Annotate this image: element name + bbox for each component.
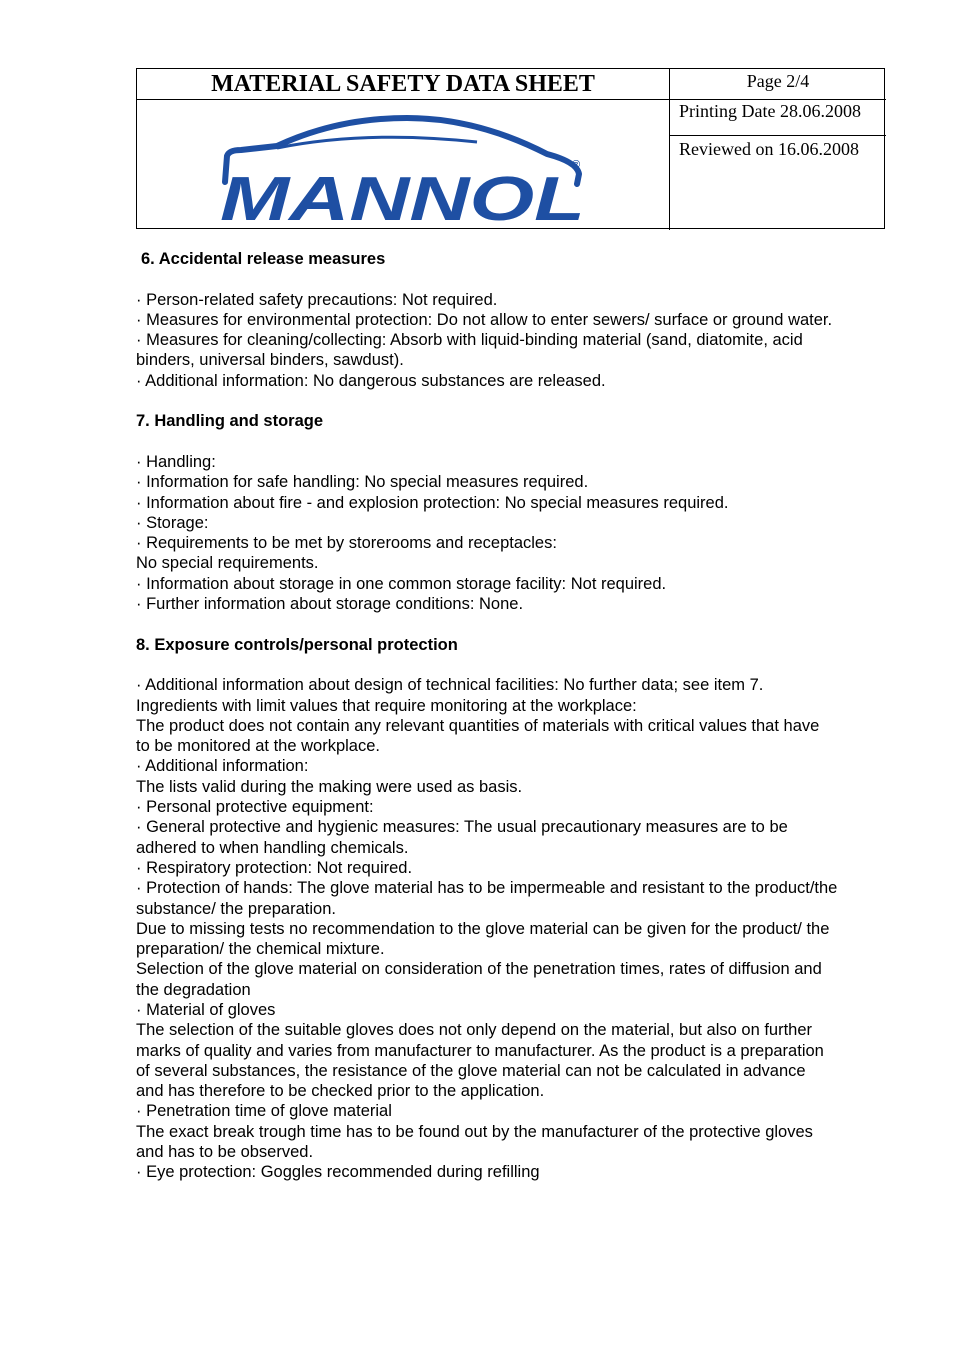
section-7-title: 7. Handling and storage — [136, 412, 324, 431]
section-8-body — [136, 675, 896, 1182]
document-title: MATERIAL SAFETY DATA SHEET — [137, 69, 670, 100]
section-7-line: · Requirements to be met by storerooms and receptacles: — [136, 534, 557, 553]
section-7-line: · Further information about storage conditions: None. — [136, 595, 524, 614]
section-7-line: · Information for safe handling: No special measures required. — [136, 473, 589, 492]
document-header — [136, 68, 885, 229]
section-8-line: preparation/ the chemical mixture. — [136, 940, 385, 959]
section-8-line: · Respiratory protection: Not required. — [136, 858, 413, 877]
svg-text:®: ® — [572, 159, 581, 171]
section-8-line: and has therefore to be checked prior to the application. — [136, 1082, 545, 1101]
logo-wordmark: MANNOL — [220, 165, 585, 222]
section-8-line: The exact break trough time has to be found out by the manufacturer of the protective gloves — [136, 1122, 813, 1141]
brand-logo — [137, 100, 670, 230]
section-8-line: · General protective and hygienic measures: The usual precautionary measures are to be — [136, 818, 788, 837]
mannol-logo-icon — [217, 112, 607, 222]
section-8-line: The selection of the suitable gloves does not only depend on the material, but also on further — [136, 1021, 813, 1040]
section-8-line: of several substances, the resistance of the glove material can not be calculated in advance — [136, 1061, 806, 1080]
section-8-line: marks of quality and varies from manufacturer to manufacturer. As the product is a preparation — [136, 1041, 824, 1060]
section-8-line: · Personal protective equipment: — [136, 798, 374, 817]
section-8-line: · Protection of hands: The glove material has to be impermeable and resistant to the product/the — [136, 879, 838, 898]
section-7-body — [136, 452, 896, 614]
section-8-line: · Additional information about design of technical facilities: No further data; see item 7. — [136, 676, 764, 695]
section-8-line: the degradation — [136, 980, 251, 999]
section-8-line: adhered to when handling chemicals. — [136, 838, 409, 857]
section-6-line: · Additional information: No dangerous substances are released. — [136, 371, 606, 390]
section-8-title: 8. Exposure controls/personal protection — [136, 635, 458, 654]
section-7-line: · Handling: — [136, 452, 216, 471]
section-8-line: · Material of gloves — [136, 1000, 276, 1019]
section-6-title: 6. Accidental release measures — [141, 250, 386, 268]
section-8-line: · Penetration time of glove material — [136, 1102, 392, 1121]
section-6-line: · Measures for cleaning/collecting: Absorb with liquid-binding material (sand, diatomite, acid — [136, 331, 803, 350]
section-8-line: · Eye protection: Goggles recommended during refilling — [136, 1163, 540, 1182]
document-body — [136, 249, 896, 1183]
section-8-line: to be monitored at the workplace. — [136, 737, 380, 756]
section-8-line: substance/ the preparation. — [136, 899, 336, 918]
section-8-line: · Additional information: — [136, 757, 309, 776]
section-8-line: Due to missing tests no recommendation to the glove material can be given for the product/ the — [136, 919, 830, 938]
section-8-line: The product does not contain any relevant quantities of materials with critical values that have — [136, 716, 820, 735]
section-6-body — [136, 290, 896, 391]
section-8-line: Selection of the glove material on consideration of the penetration times, rates of diffusion and — [136, 960, 822, 979]
section-6-line: · Person-related safety precautions: Not required. — [136, 290, 498, 309]
section-6-line: binders, universal binders, sawdust). — [136, 351, 404, 370]
page-number: Page 2/4 — [670, 69, 886, 100]
section-8-line: and has to be observed. — [136, 1143, 314, 1162]
section-7-line: No special requirements. — [136, 554, 319, 573]
section-8-line: Ingredients with limit values that require monitoring at the workplace: — [136, 696, 637, 715]
section-7-line: · Information about storage in one common storage facility: Not required. — [136, 574, 667, 593]
reviewed-date: Reviewed on 16.06.2008 — [679, 139, 859, 159]
section-6-line: · Measures for environmental protection: Do not allow to enter sewers/ surface or ground water. — [136, 310, 833, 329]
section-7-line: · Information about fire - and explosion protection: No special measures required. — [136, 493, 729, 512]
printing-date: Printing Date 28.06.2008 — [670, 100, 886, 136]
section-7-line: · Storage: — [136, 513, 209, 532]
section-8-line: The lists valid during the making were used as basis. — [136, 777, 523, 796]
